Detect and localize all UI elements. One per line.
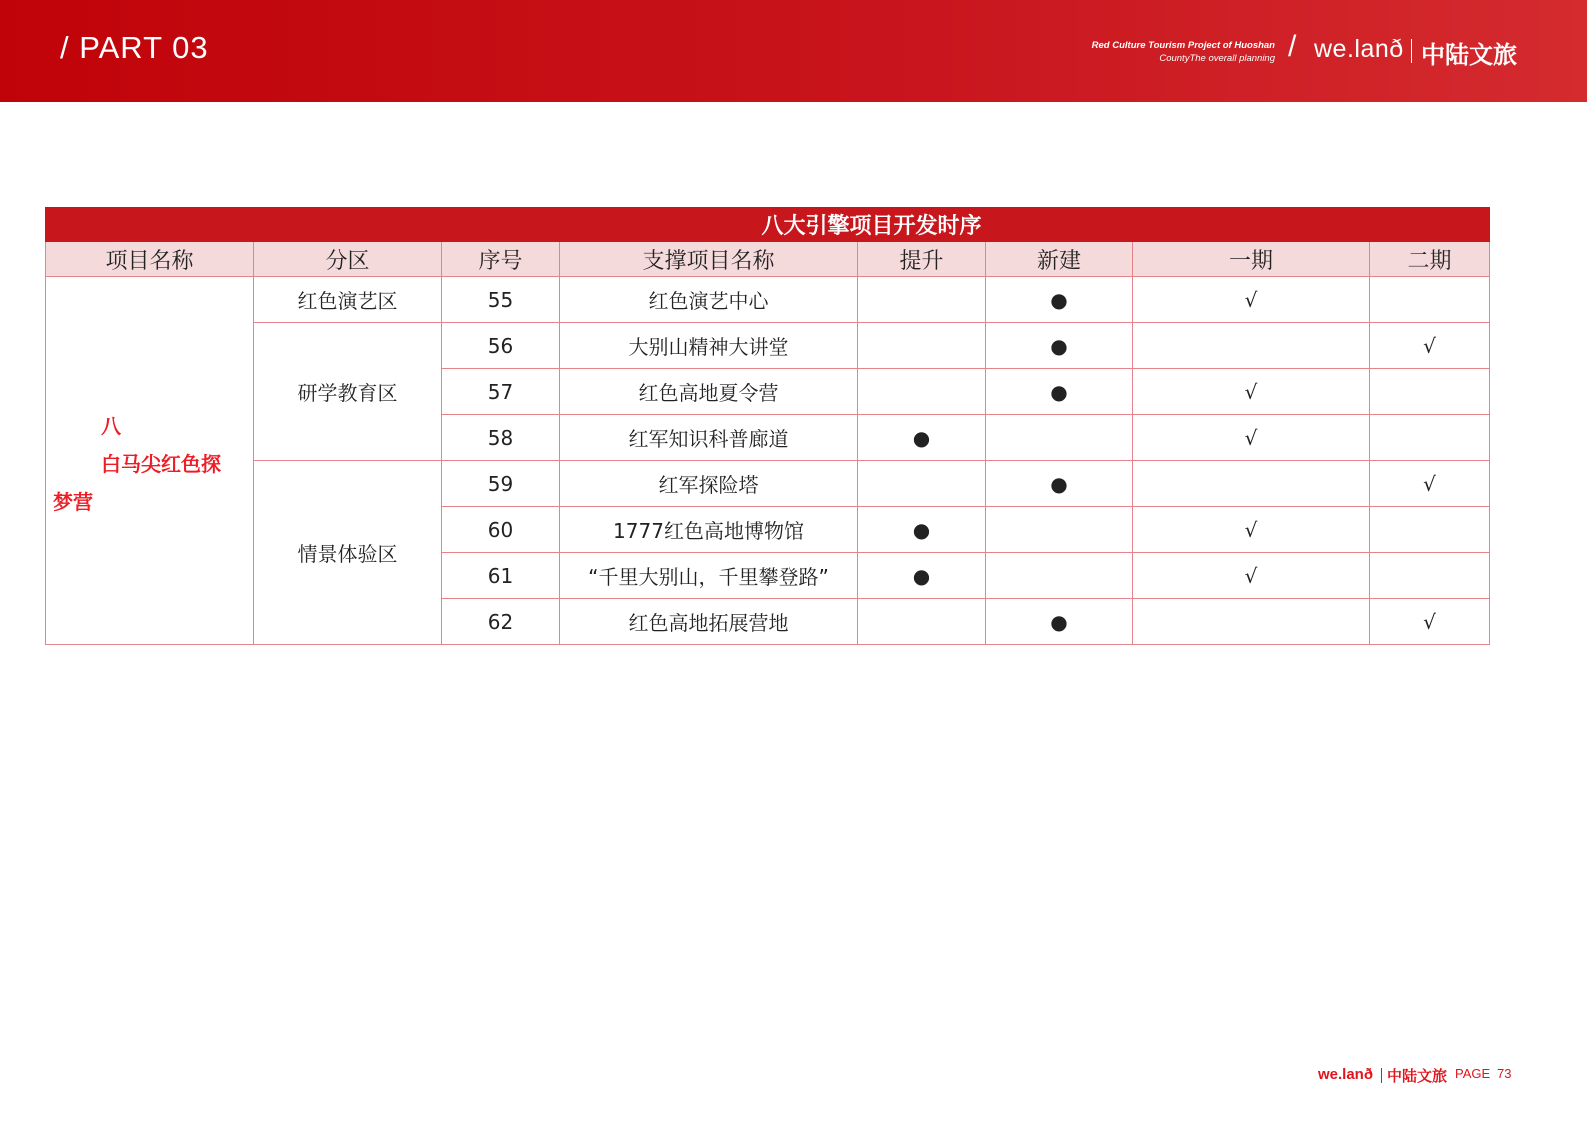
zone-cell: 研学教育区 — [254, 323, 442, 461]
table-header-row — [46, 242, 1490, 277]
development-schedule-table — [45, 207, 1490, 645]
footer-logo-en: we.lanð — [1318, 1066, 1374, 1083]
phase-2-cell — [1370, 277, 1490, 323]
upgrade-cell — [858, 599, 986, 645]
footer-logo-cn: 中陆文旅 — [1387, 1067, 1448, 1085]
project-subtitle-line1: Red Culture Tourism Project of Huoshan — [1091, 40, 1275, 51]
col-header-number: 序号 — [442, 242, 560, 277]
group-name-line3: 梦营 — [53, 489, 93, 514]
header-divider-slash: / — [1288, 30, 1297, 63]
col-header-zone: 分区 — [254, 242, 442, 277]
zone-cell: 情景体验区 — [254, 461, 442, 645]
page-label: PAGE — [1455, 1066, 1491, 1081]
new-build-cell: ● — [986, 369, 1133, 415]
project-name-cell: 红色演艺中心 — [560, 277, 858, 323]
col-header-project-name: 项目名称 — [46, 242, 254, 277]
number-cell: 59 — [442, 461, 560, 507]
col-header-phase-2: 二期 — [1370, 242, 1490, 277]
brand-logo-en: we.lanð — [1314, 35, 1404, 63]
phase-1-cell — [1133, 461, 1370, 507]
number-cell: 61 — [442, 553, 560, 599]
group-name-line2: 白马尖红色探 — [101, 451, 221, 476]
new-build-cell — [986, 415, 1133, 461]
part-label: / PART 03 — [60, 30, 209, 65]
new-build-cell: ● — [986, 461, 1133, 507]
phase-1-cell: √ — [1133, 553, 1370, 599]
upgrade-cell: ● — [858, 415, 986, 461]
project-group-name — [46, 277, 254, 645]
upgrade-cell — [858, 369, 986, 415]
upgrade-cell — [858, 277, 986, 323]
col-header-support-project: 支撑项目名称 — [560, 242, 858, 277]
project-subtitle-line2: CountyThe overall planning — [1159, 53, 1275, 64]
upgrade-cell: ● — [858, 507, 986, 553]
phase-2-cell — [1370, 369, 1490, 415]
project-name-cell: 1777红色高地博物馆 — [560, 507, 858, 553]
new-build-cell: ● — [986, 323, 1133, 369]
number-cell: 57 — [442, 369, 560, 415]
phase-1-cell: √ — [1133, 415, 1370, 461]
col-header-new-build: 新建 — [986, 242, 1133, 277]
project-name-cell: 大别山精神大讲堂 — [560, 323, 858, 369]
phase-2-cell: √ — [1370, 599, 1490, 645]
phase-1-cell: √ — [1133, 277, 1370, 323]
brand-divider — [1411, 39, 1412, 63]
upgrade-cell: ● — [858, 553, 986, 599]
group-name-line1: 八 — [101, 413, 121, 438]
phase-1-cell — [1133, 599, 1370, 645]
phase-1-cell — [1133, 323, 1370, 369]
number-cell: 55 — [442, 277, 560, 323]
project-name-cell: 红军知识科普廊道 — [560, 415, 858, 461]
upgrade-cell — [858, 461, 986, 507]
table-title: 八大引擎项目开发时序 — [254, 208, 1490, 242]
phase-2-cell — [1370, 507, 1490, 553]
zone-cell: 红色演艺区 — [254, 277, 442, 323]
phase-2-cell: √ — [1370, 461, 1490, 507]
table-row — [46, 277, 1490, 323]
col-header-phase-1: 一期 — [1133, 242, 1370, 277]
title-blank-cell — [46, 208, 254, 242]
phase-2-cell — [1370, 415, 1490, 461]
footer-logo-divider — [1381, 1068, 1382, 1083]
table-row — [46, 323, 1490, 369]
project-name-cell: 红军探险塔 — [560, 461, 858, 507]
number-cell: 60 — [442, 507, 560, 553]
header-banner — [0, 0, 1587, 102]
number-cell: 56 — [442, 323, 560, 369]
col-header-upgrade: 提升 — [858, 242, 986, 277]
phase-2-cell — [1370, 553, 1490, 599]
project-name-cell: 红色高地夏令营 — [560, 369, 858, 415]
phase-1-cell: √ — [1133, 369, 1370, 415]
new-build-cell: ● — [986, 599, 1133, 645]
table-row — [46, 461, 1490, 507]
phase-2-cell: √ — [1370, 323, 1490, 369]
brand-logo-cn: 中陆文旅 — [1421, 41, 1517, 69]
table-title-row — [46, 208, 1490, 242]
project-name-cell: 红色高地拓展营地 — [560, 599, 858, 645]
phase-1-cell: √ — [1133, 507, 1370, 553]
number-cell: 58 — [442, 415, 560, 461]
upgrade-cell — [858, 323, 986, 369]
project-name-cell: “千里大别山，千里攀登路” — [560, 553, 858, 599]
new-build-cell — [986, 507, 1133, 553]
new-build-cell — [986, 553, 1133, 599]
page-number: 73 — [1497, 1066, 1512, 1081]
number-cell: 62 — [442, 599, 560, 645]
new-build-cell: ● — [986, 277, 1133, 323]
